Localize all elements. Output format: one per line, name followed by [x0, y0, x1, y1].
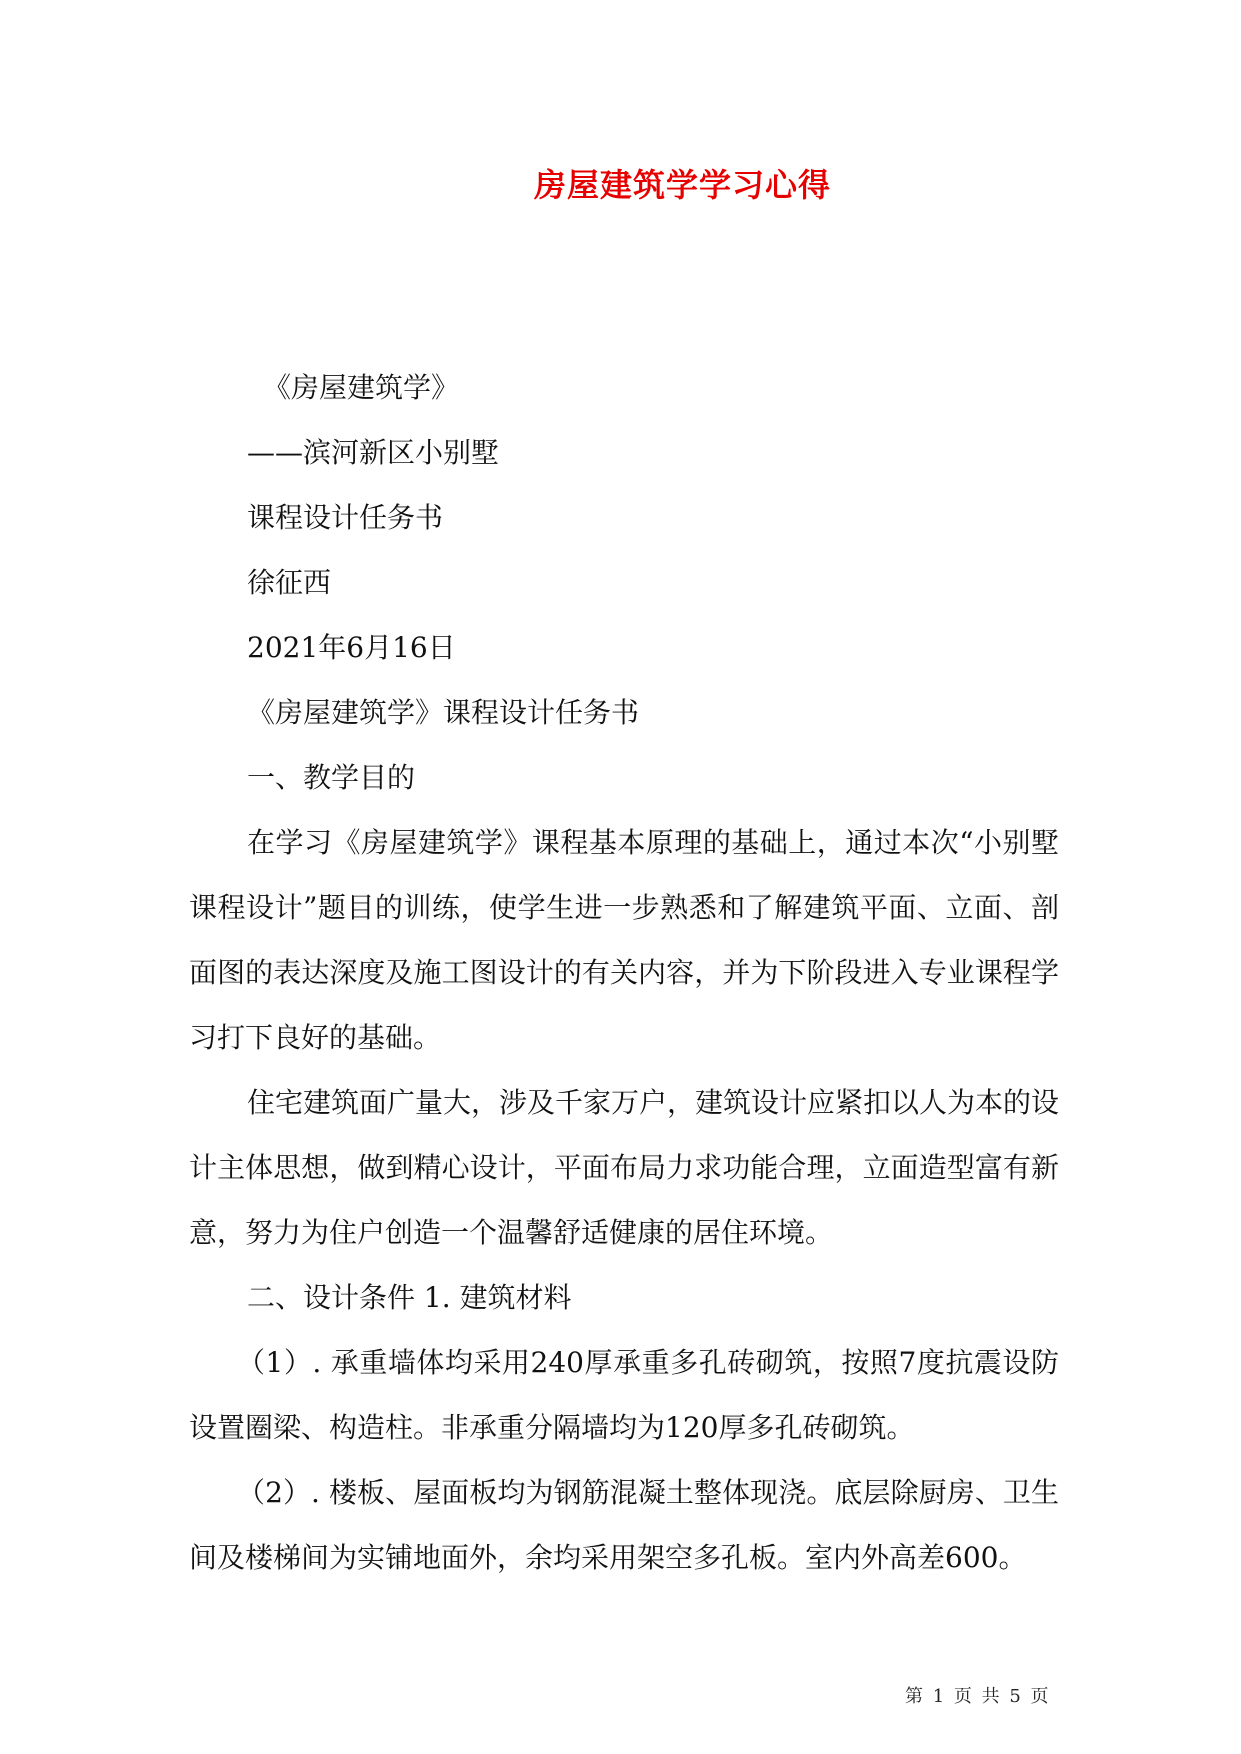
date-line: 2021年6月16日: [247, 631, 456, 664]
page-number-footer: 第 1 页 共 5 页: [905, 1686, 1051, 1707]
section-heading-design-conditions: 二、设计条件 1. 建筑材料: [247, 1281, 572, 1314]
course-task-heading: 《房屋建筑学》课程设计任务书: [247, 696, 640, 729]
author-line: 徐征西: [247, 566, 332, 599]
section-heading-teaching-purpose: 一、教学目的: [247, 761, 416, 794]
paragraph-residential-design: 住宅建筑面广量大，涉及千家万户，建筑设计应紧扣以人为本的设计主体思想，做到精心设计，平面布局力求功能合理，立面造型富有新意，努力为住户创造一个温馨舒适健康的居住环境。: [189, 1086, 1060, 1249]
paragraph-load-bearing-walls: （1）. 承重墙体均采用240厚承重多孔砖砌筑，按照7度抗震设防设置圈梁、构造柱。非承重分隔墙均为120厚多孔砖砌筑。: [189, 1346, 1059, 1444]
document-title: 房屋建筑学学习心得: [533, 166, 831, 204]
document-body: [189, 355, 1059, 1590]
paragraph-floor-slabs: （2）. 楼板、屋面板均为钢筋混凝土整体现浇。底层除厨房、卫生间及楼梯间为实铺地面外，余均采用架空多孔板。室内外高差600。: [189, 1476, 1059, 1574]
task-book-line: 课程设计任务书: [247, 501, 444, 534]
project-subtitle-line: ——滨河新区小别墅: [247, 436, 500, 469]
course-name-line: 《房屋建筑学》: [263, 371, 460, 404]
paragraph-teaching-purpose: 在学习《房屋建筑学》课程基本原理的基础上，通过本次“小别墅课程设计”题目的训练，使学生进一步熟悉和了解建筑平面、立面、剖面图的表达深度及施工图设计的有关内容，并为下阶段进入专业课程学习打下良好的基础。: [189, 826, 1059, 1054]
